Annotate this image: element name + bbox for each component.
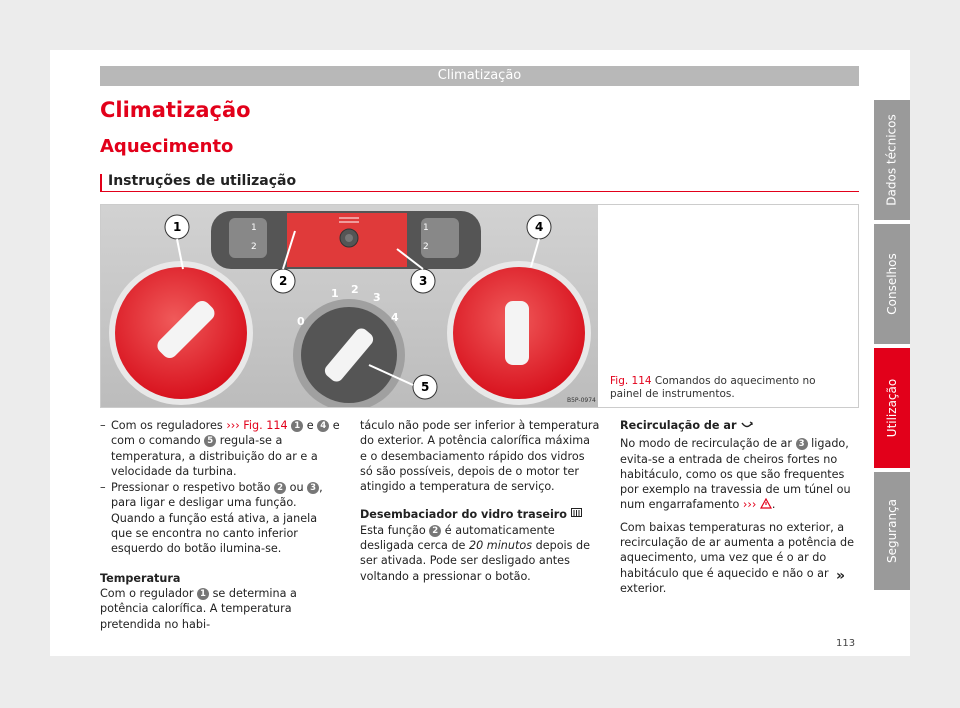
seat-label-left-2: 2 (251, 242, 257, 252)
fan-label-0: 0 (297, 315, 305, 328)
tab-utilizacao[interactable]: Utilização (874, 348, 910, 468)
bullet-item: – Com os reguladores ››› Fig. 114 1 e 4 e com o comando 5 regula-se a temperatura, a distribuição do ar e a velocidade da turbina. (100, 419, 340, 478)
figure-caption-text: Comandos do aquecimento no painel de instrumentos. (610, 375, 816, 400)
subsection-title: Instruções de utilização (108, 173, 297, 189)
paragraph: Com baixas temperaturas no exterior, a recirculação de ar aumenta a potência de aquecimento, uma vez que é o ar do habitáculo que é aquecido e não o ar exterior. (620, 520, 855, 595)
callout-badge: 1 (197, 588, 209, 600)
callout-badge: 3 (796, 438, 808, 450)
tab-seguranca[interactable]: Segurança (874, 472, 910, 590)
recirculation-icon (740, 420, 754, 429)
section-title: Aquecimento (100, 136, 234, 157)
callout-badge: 1 (291, 420, 303, 432)
fan-label-1: 1 (331, 287, 339, 300)
warning-ref-link[interactable]: ››› (742, 498, 757, 512)
bullet-item: – Pressionar o respetivo botão 2 ou 3 , para ligar e desligar uma função. Quando a função está ativa, a janela que se encontra no canto inferior esquerdo do botão ilumina-se. (100, 481, 323, 556)
running-header: Climatização (100, 66, 859, 86)
callout-5: 5 (421, 380, 430, 394)
callout-badge: 2 (429, 525, 441, 537)
callout-badge: 4 (317, 420, 329, 432)
fan-label-2: 2 (351, 283, 359, 296)
fan-label-3: 3 (373, 291, 381, 304)
heating-controls-figure (101, 205, 598, 407)
text-column-1 (100, 418, 340, 632)
callout-badge: 2 (274, 482, 286, 494)
recirculation-heading: Recirculação de ar (620, 418, 860, 433)
callout-badge: 5 (204, 435, 216, 447)
paragraph: Esta função 2 é automaticamente desligada cerca de 20 minutos depois de ser ativada. Pode ser desligado antes voltando a pressionar o botão. (360, 523, 591, 583)
callout-badge: 3 (307, 482, 319, 494)
page-number: 113 (836, 638, 856, 649)
figure-code: B5P-0974 (567, 397, 596, 404)
continue-arrow: » (836, 568, 846, 584)
callout-2: 2 (279, 274, 288, 288)
temperature-heading: Temperatura (100, 571, 181, 585)
seat-label-right-1: 1 (423, 223, 429, 233)
paragraph: táculo não pode ser inferior à temperatura do exterior. A potência calorífica máxima e o desembaciamento rápido dos vidros só são possíveis, depois de o motor ter atingido a temperatura de serviço. (360, 419, 600, 494)
rear-defroster-heading: Desembaciador do vidro traseiro (360, 507, 600, 522)
text-column-3 (620, 418, 860, 596)
heading-rule (100, 191, 859, 192)
figure-caption (610, 375, 850, 401)
rear-defroster-icon (571, 508, 582, 519)
callout-1: 1 (173, 220, 182, 234)
tab-dados-tecnicos[interactable]: Dados técnicos (874, 100, 910, 220)
chapter-title: Climatização (100, 98, 251, 122)
text-column-2 (360, 418, 600, 584)
warning-icon (760, 498, 772, 509)
tab-conselhos[interactable]: Conselhos (874, 224, 910, 344)
callout-4: 4 (535, 220, 544, 234)
temperature-paragraph: Com o regulador 1 se determina a potência calorífica. A temperatura pretendida no habi- (100, 586, 297, 631)
figure-ref-link[interactable]: ››› Fig. 114 (226, 419, 288, 432)
seat-label-right-2: 2 (423, 242, 429, 252)
callout-3: 3 (419, 274, 428, 288)
paragraph: No modo de recirculação de ar 3 ligado, evita-se a entrada de cheiros fortes no habitáculo, como os que são frequentes por exemplo na travessia de um túnel ou num engarrafamento ››› . (620, 437, 851, 512)
seat-label-left-1: 1 (251, 223, 257, 233)
fan-label-4: 4 (391, 311, 399, 324)
figure-label: Fig. 114 (610, 375, 652, 387)
